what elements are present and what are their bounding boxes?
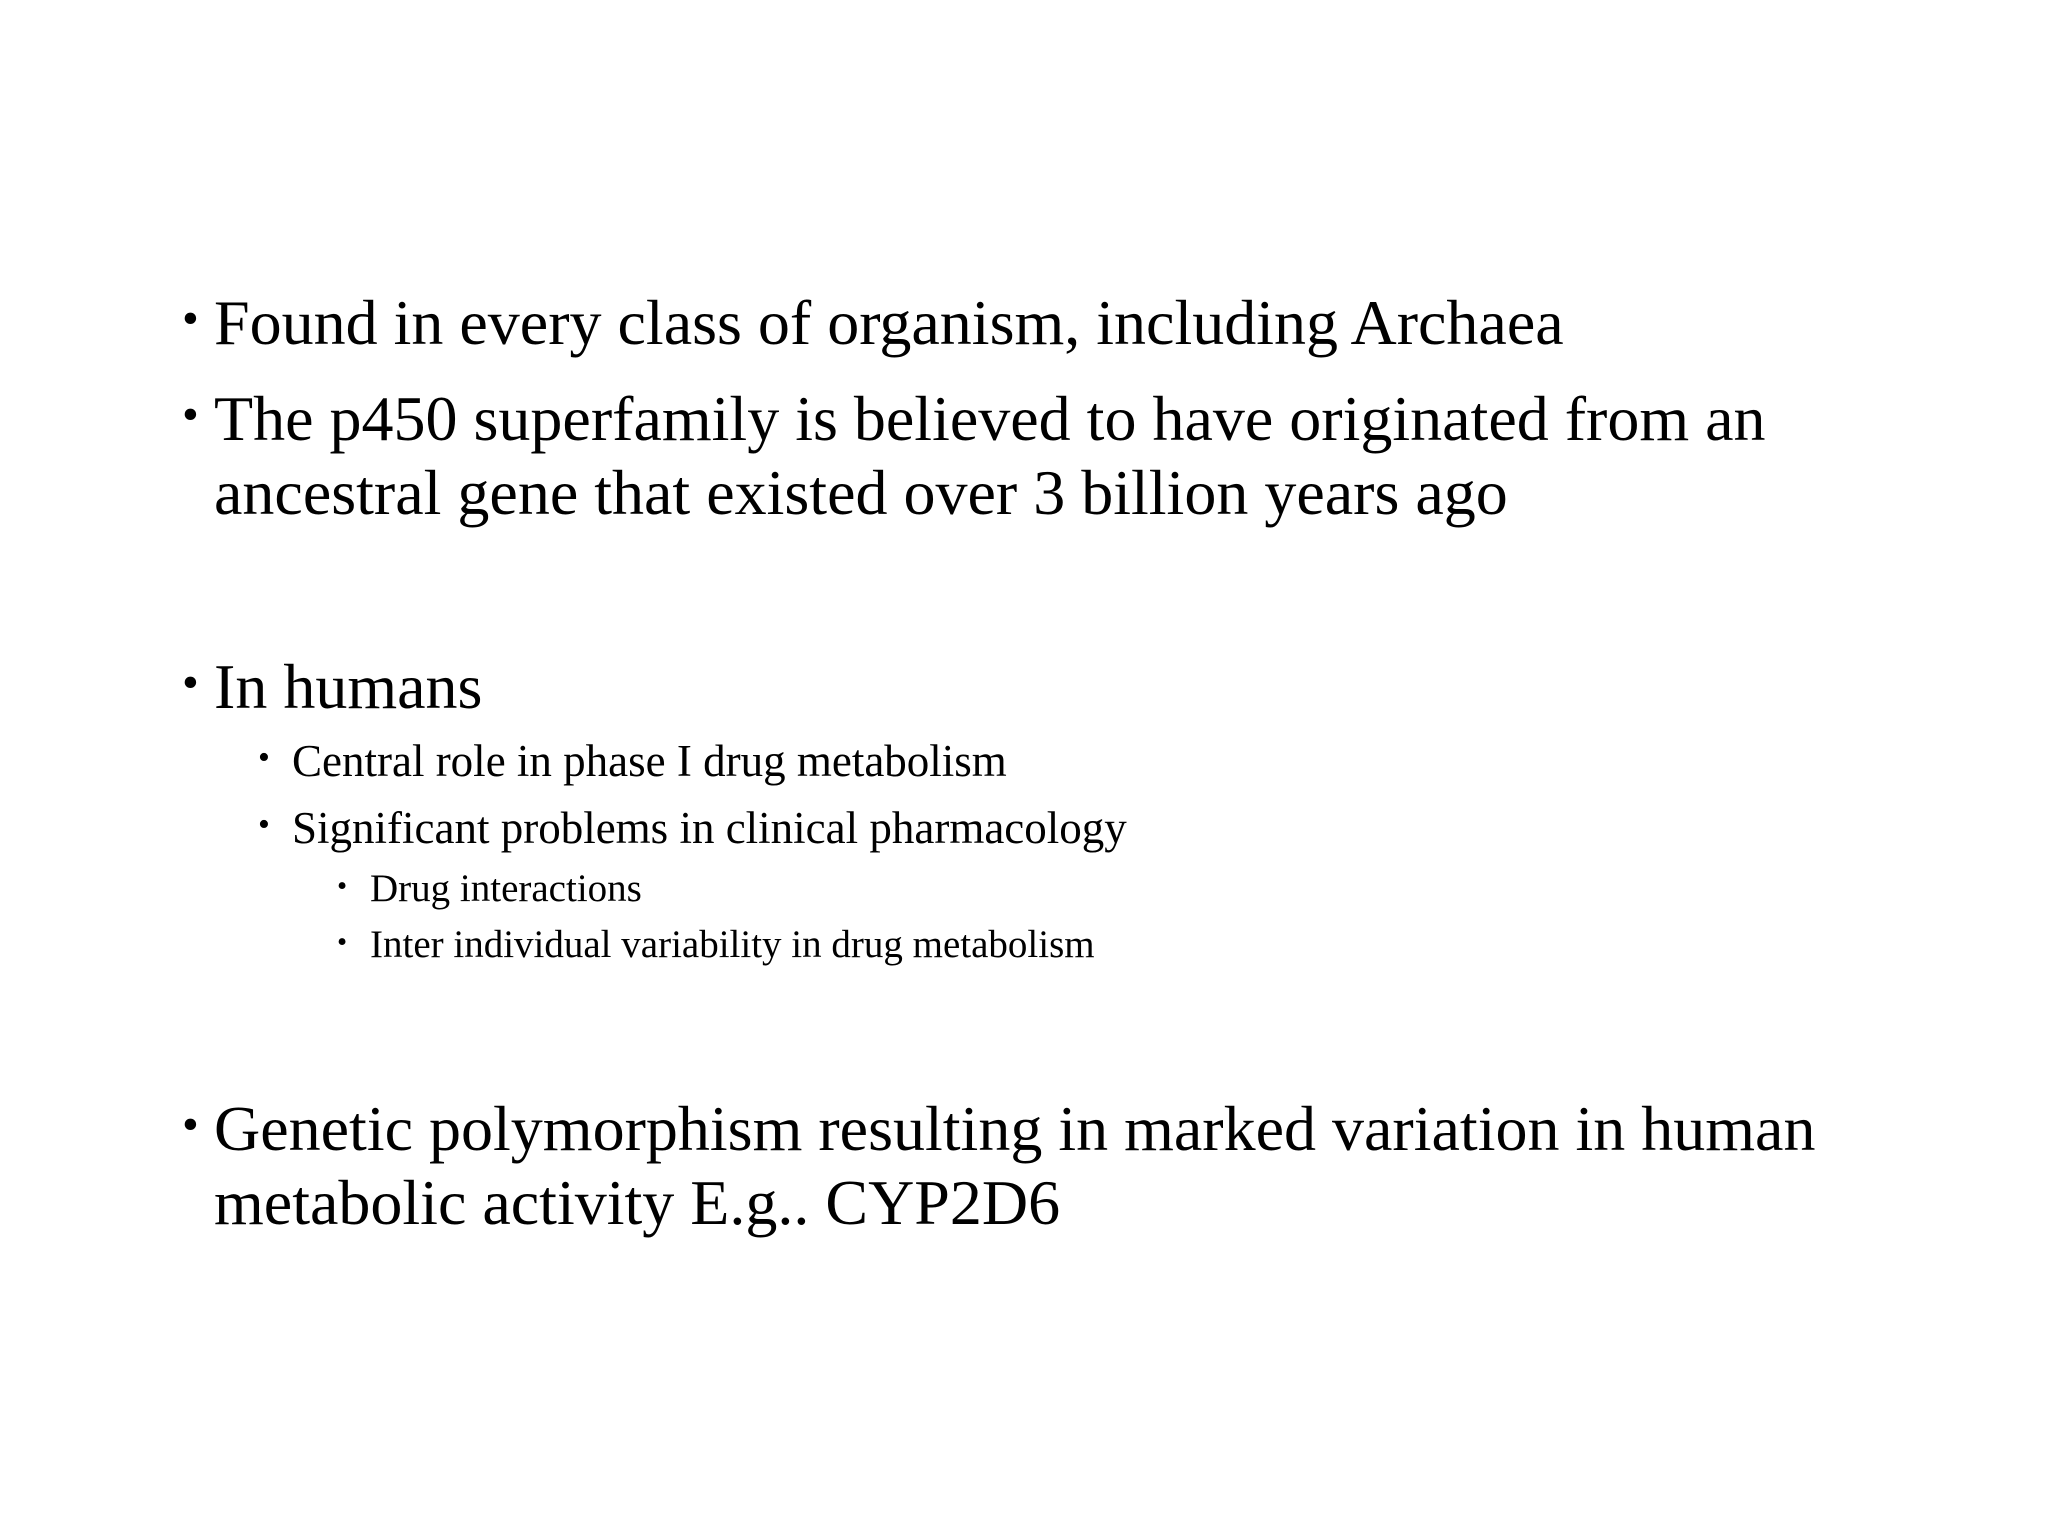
bullet-text-line: Genetic polymorphism resulting in marked variation in human xyxy=(214,1093,1816,1164)
bullet-marker: • xyxy=(182,1098,199,1151)
bullet-genetic-polymorphism xyxy=(182,1092,1816,1240)
bullet-marker: • xyxy=(337,926,348,958)
bullet-p450-superfamily xyxy=(182,382,1766,530)
bullet-marker: • xyxy=(182,656,199,709)
bullet-text: Found in every class of organism, including Archaea xyxy=(214,287,1564,358)
bullet-in-humans xyxy=(182,650,483,724)
bullet-organism-classes xyxy=(182,286,1564,360)
bullet-text-line: ancestral gene that existed over 3 billion years ago xyxy=(214,457,1508,528)
bullet-marker: • xyxy=(182,292,199,345)
sub-bullet-phase-one xyxy=(258,735,1007,787)
bullet-text: Inter individual variability in drug metabolism xyxy=(370,923,1095,966)
bullet-marker: • xyxy=(258,806,270,843)
bullet-text: In humans xyxy=(214,651,483,722)
bullet-marker: • xyxy=(182,388,199,441)
bullet-text-line: metabolic activity E.g.. CYP2D6 xyxy=(214,1167,1061,1238)
bullet-text-line: The p450 superfamily is believed to have originated from an xyxy=(214,383,1766,454)
bullet-text: Significant problems in clinical pharmacology xyxy=(292,803,1127,853)
bullet-marker: • xyxy=(337,870,348,902)
bullet-marker: • xyxy=(258,739,270,776)
bullet-text: Central role in phase I drug metabolism xyxy=(292,736,1007,786)
sub-sub-bullet-variability xyxy=(337,922,1095,968)
sub-bullet-clinical-pharmacology xyxy=(258,802,1127,854)
sub-sub-bullet-drug-interactions xyxy=(337,866,642,912)
bullet-text: Drug interactions xyxy=(370,867,642,910)
